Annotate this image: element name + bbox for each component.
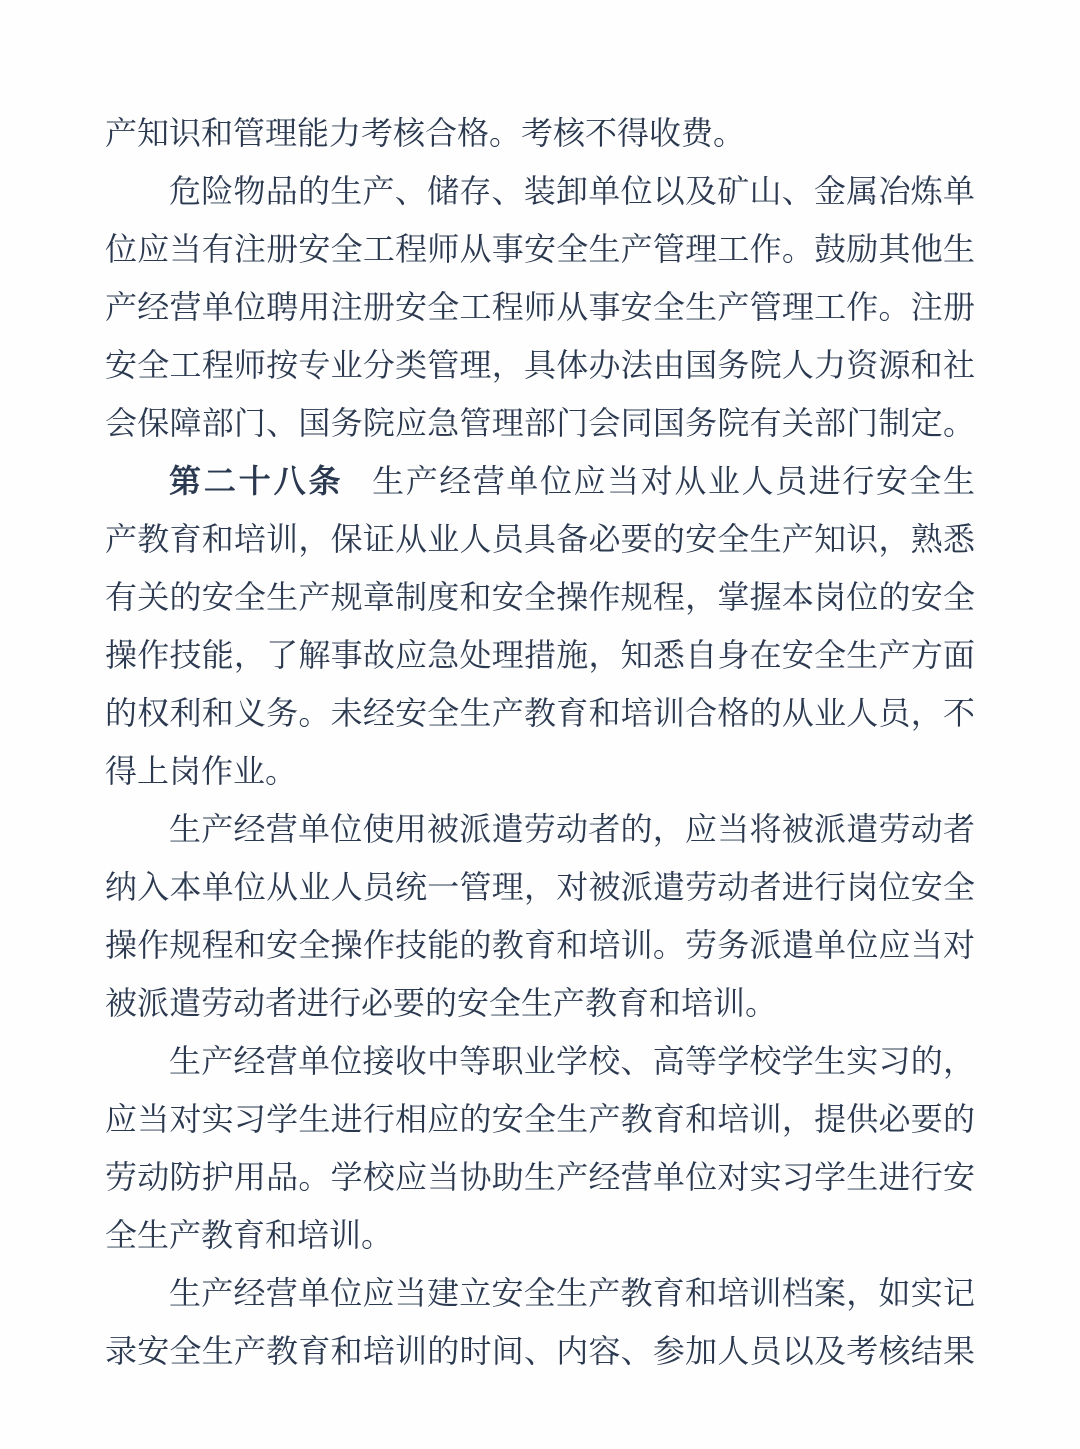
text-line: 被派遣劳动者进行必要的安全生产教育和培训。 <box>105 985 778 1021</box>
text-line: 有关的安全生产规章制度和安全操作规程，掌握本岗位的安全 <box>105 579 975 615</box>
text-line: 产经营单位聘用注册安全工程师从事安全生产管理工作。注册 <box>105 289 975 325</box>
text-line: 位应当有注册安全工程师从事安全生产管理工作。鼓励其他生 <box>105 231 975 267</box>
text-line: 安全工程师按专业分类管理，具体办法由国务院人力资源和社 <box>105 347 975 383</box>
text-line <box>105 452 975 510</box>
text-line: 操作技能，了解事故应急处理措施，知悉自身在安全生产方面 <box>105 637 975 673</box>
text-line: 产教育和培训，保证从业人员具备必要的安全生产知识，熟悉 <box>105 521 975 557</box>
text-line: 会保障部门、国务院应急管理部门会同国务院有关部门制定。 <box>105 405 975 441</box>
text-line: 产知识和管理能力考核合格。考核不得收费。 <box>105 115 746 151</box>
text-line: 应当对实习学生进行相应的安全生产教育和培训，提供必要的 <box>105 1101 975 1137</box>
text-line: 的权利和义务。未经安全生产教育和培训合格的从业人员，不 <box>105 695 975 731</box>
text-line: 录安全生产教育和培训的时间、内容、参加人员以及考核结果 <box>105 1333 975 1369</box>
text-line: 生产经营单位接收中等职业学校、高等学校学生实习的， <box>169 1043 975 1079</box>
article-number: 第二十八条 <box>169 463 344 499</box>
text-line: 操作规程和安全操作技能的教育和培训。劳务派遣单位应当对 <box>105 927 975 963</box>
text-line-segment: 生产经营单位应当对从业人员进行安全生 <box>372 463 975 499</box>
text-line: 纳入本单位从业人员统一管理，对被派遣劳动者进行岗位安全 <box>105 869 975 905</box>
text-line: 生产经营单位应当建立安全生产教育和培训档案，如实记 <box>169 1275 975 1311</box>
text-line: 危险物品的生产、储存、装卸单位以及矿山、金属冶炼单 <box>169 173 975 209</box>
text-line: 劳动防护用品。学校应当协助生产经营单位对实习学生进行安 <box>105 1159 975 1195</box>
text-line: 得上岗作业。 <box>105 753 298 789</box>
text-line: 生产经营单位使用被派遣劳动者的，应当将被派遣劳动者 <box>169 811 975 847</box>
text-line: 全生产教育和培训。 <box>105 1217 394 1253</box>
